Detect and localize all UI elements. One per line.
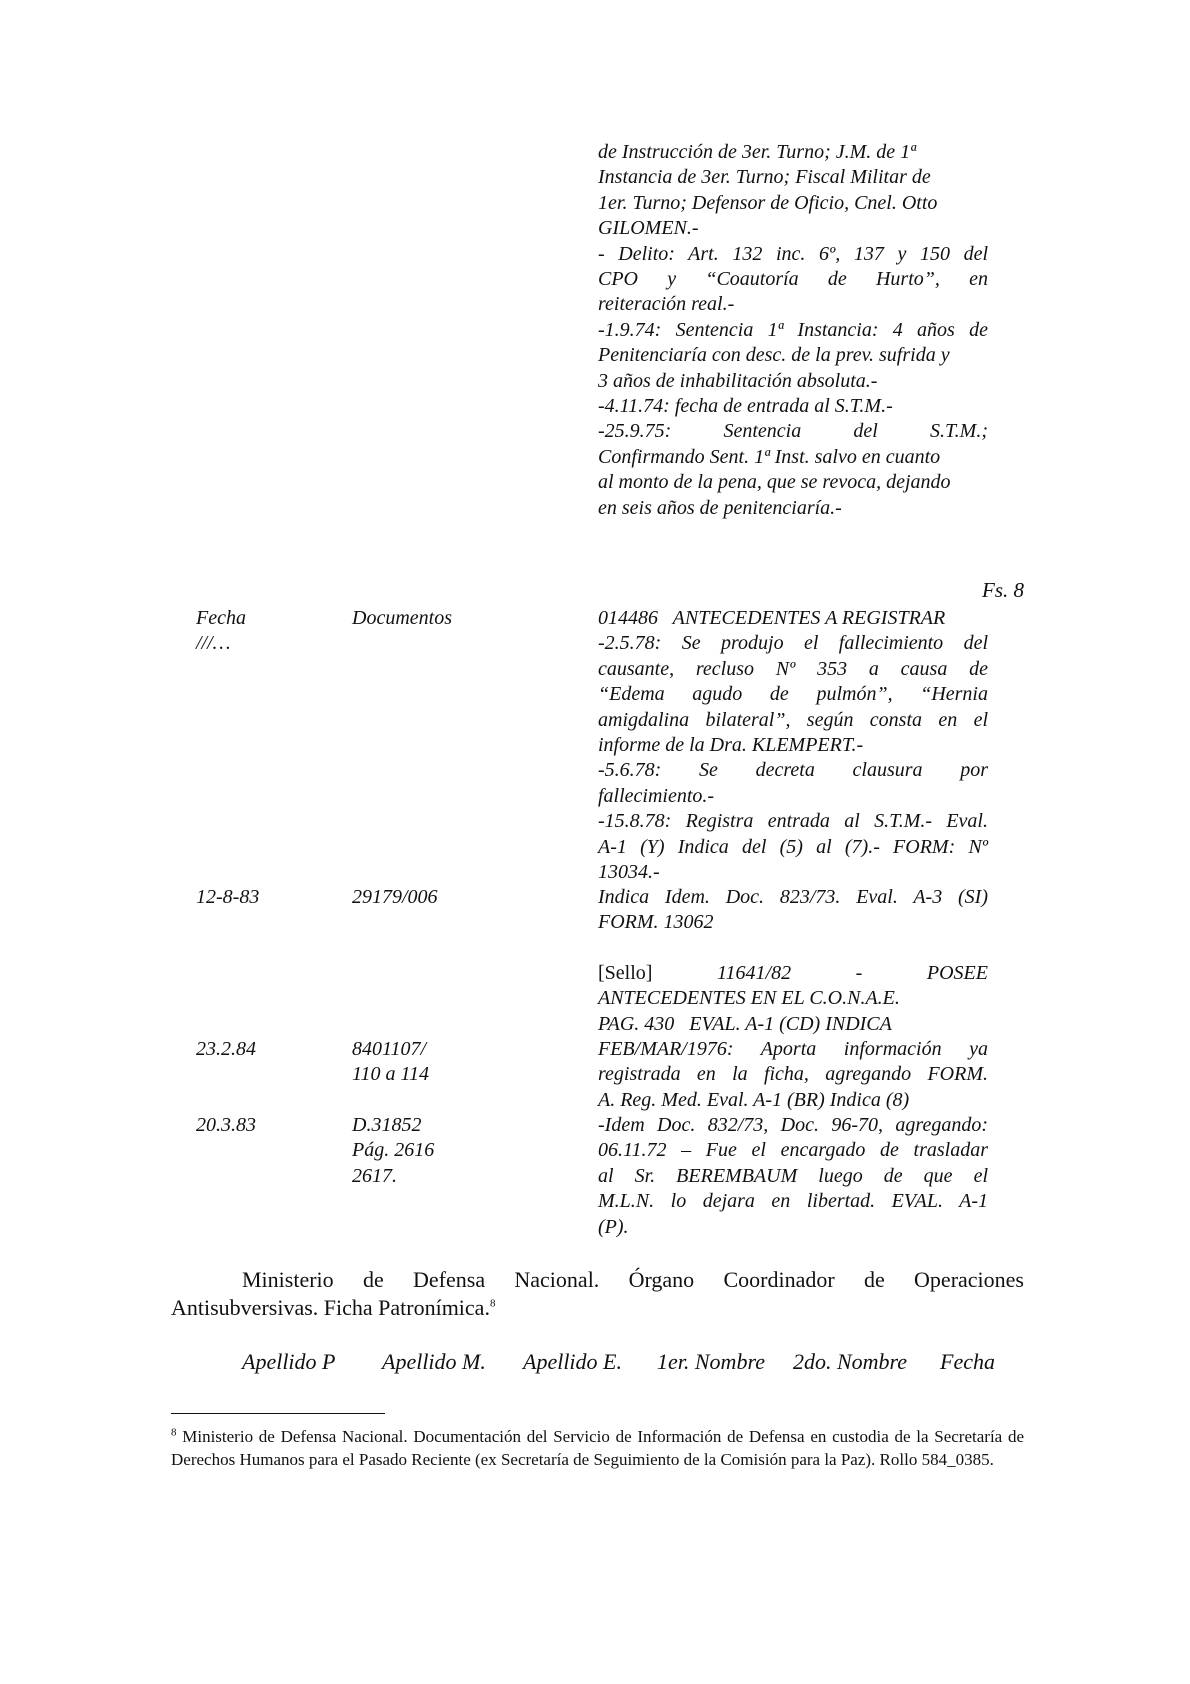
- entry-text: [598, 606, 988, 885]
- text-line: CPO y “Coautoría de Hurto”, en: [598, 268, 988, 291]
- ficha-headers: [242, 1349, 995, 1375]
- text-line: PAG. 430 EVAL. A-1 (CD) INDICA: [598, 1012, 892, 1035]
- header-apellido-e: Apellido E.: [523, 1349, 622, 1374]
- stamp-line: [598, 961, 988, 986]
- fecha-cell: [196, 606, 336, 657]
- stamp-entry: [598, 961, 988, 1037]
- text-line: (P).: [598, 1215, 629, 1238]
- paragraph-line: Ministerio de Defensa Nacional. Órgano Coordinador de Operaciones: [242, 1267, 1024, 1292]
- header-fecha: Fecha: [940, 1349, 995, 1374]
- fecha-cell: [196, 885, 336, 910]
- text-line: -25.9.75: Sentencia del S.T.M.;: [598, 420, 988, 443]
- body-paragraph: [171, 1266, 1024, 1322]
- text-line: A. Reg. Med. Eval. A-1 (BR) Indica (8): [598, 1088, 910, 1111]
- stamp-label: [Sello]: [598, 962, 653, 984]
- text-line: Penitenciaría con desc. de la prev. sufrida y: [598, 344, 950, 367]
- text-line: Confirmando Sent. 1ª Inst. salvo en cuanto: [598, 445, 941, 468]
- text-line: ANTECEDENTES EN EL C.O.N.A.E.: [598, 987, 900, 1010]
- text-line: Indica Idem. Doc. 823/73. Eval. A-3 (SI): [598, 886, 988, 908]
- documentos-cell: [352, 606, 582, 631]
- text-line: “Edema agudo de pulmón”, “Hernia: [598, 683, 988, 706]
- text-line: -1.9.74: Sentencia 1ª Instancia: 4 años de: [598, 318, 988, 341]
- text-line: 13034.-: [598, 861, 660, 884]
- text-line: Instancia de 3er. Turno; Fiscal Militar de: [598, 166, 931, 189]
- footnote: [171, 1425, 1024, 1471]
- stamp-dash: -: [855, 962, 863, 984]
- footnote-text: Ministerio de Defensa Nacional. Documentación del Servicio de Información de Defensa en custodia de la Secretaría de Derechos Humanos para el Pasado Reciente (ex Secretaría de Seguimiento de la Comisión para la Paz). Rollo 584_0385.: [171, 1427, 1024, 1469]
- header-1er-nombre: 1er. Nombre: [657, 1349, 765, 1374]
- text-line: informe de la Dra. KLEMPERT.-: [598, 734, 864, 757]
- footnote-number: 8: [171, 1426, 177, 1439]
- text-line: reiteración real.-: [598, 293, 735, 316]
- documento-value: Pág. 2616: [352, 1139, 435, 1162]
- text-line: al Sr. BEREMBAUM luego de que el: [598, 1164, 988, 1187]
- paragraph-line-2: [171, 1294, 1024, 1322]
- text-line: de Instrucción de 3er. Turno; J.M. de 1ª: [598, 141, 916, 163]
- fecha-value: 12-8-83: [196, 886, 260, 908]
- documento-value: D.31852: [352, 1114, 422, 1136]
- text-line: causante, recluso Nº 353 a causa de: [598, 657, 988, 680]
- documentos-cell: [352, 1113, 582, 1189]
- entry-text: [598, 885, 988, 936]
- text-line: en seis años de penitenciaría.-: [598, 496, 842, 519]
- text-line: FEB/MAR/1976: Aporta información ya: [598, 1038, 988, 1060]
- text-line: GILOMEN.-: [598, 217, 699, 240]
- fecha-continuation: ///…: [196, 632, 231, 655]
- documentos-cell: [352, 885, 582, 910]
- text-line: al monto de la pena, que se revoca, dejando: [598, 471, 951, 494]
- text-line: -15.8.78: Registra entrada al S.T.M.- Eval.: [598, 810, 988, 833]
- documentos-header: Documentos: [352, 607, 452, 629]
- continuation-block: [598, 140, 988, 521]
- fecha-value: 20.3.83: [196, 1114, 256, 1136]
- text-line: -2.5.78: Se produjo el fallecimiento del: [598, 632, 988, 655]
- header-apellido-m: Apellido M.: [382, 1349, 486, 1374]
- text-line: 014486 ANTECEDENTES A REGISTRAR: [598, 607, 946, 629]
- entry-text: [598, 1037, 988, 1113]
- text-line: -Idem Doc. 832/73, Doc. 96-70, agregando:: [598, 1114, 988, 1136]
- text-line: FORM. 13062: [598, 911, 714, 934]
- text-line: 3 años de inhabilitación absoluta.-: [598, 369, 878, 392]
- text-line: -4.11.74: fecha de entrada al S.T.M.-: [598, 395, 893, 418]
- documento-value: 110 a 114: [352, 1063, 430, 1086]
- text-line: 06.11.72 – Fue el encargado de trasladar: [598, 1139, 988, 1162]
- text-line: M.L.N. lo dejara en libertad. EVAL. A-1: [598, 1190, 988, 1213]
- documentos-cell: [352, 1037, 582, 1088]
- fecha-cell: [196, 1113, 336, 1138]
- text-line: A-1 (Y) Indica del (5) al (7).- FORM: Nº: [598, 835, 988, 858]
- text-line: registrada en la ficha, agregando FORM.: [598, 1063, 988, 1086]
- text-line: - Delito: Art. 132 inc. 6º, 137 y 150 del: [598, 242, 988, 265]
- stamp-tail: POSEE: [926, 962, 988, 984]
- header-apellido-p: Apellido P: [242, 1349, 336, 1374]
- documento-value: 8401107/: [352, 1038, 427, 1060]
- fecha-cell: [196, 1037, 336, 1062]
- text-line: fallecimiento.-: [598, 784, 715, 807]
- header-2do-nombre: 2do. Nombre: [793, 1349, 908, 1374]
- entry-text: [598, 1113, 988, 1240]
- folio-label: Fs. 8: [982, 578, 1024, 602]
- text-line: 1er. Turno; Defensor de Oficio, Cnel. Otto: [598, 191, 938, 214]
- text-line: -5.6.78: Se decreta clausura por: [598, 759, 988, 782]
- fecha-value: 23.2.84: [196, 1038, 256, 1060]
- documento-value: 29179/006: [352, 886, 438, 908]
- footnote-divider: [171, 1413, 385, 1414]
- fecha-header: Fecha: [196, 607, 246, 629]
- text-line: amigdalina bilateral”, según consta en el: [598, 708, 988, 731]
- paragraph-text: Antisubversivas. Ficha Patronímica.: [171, 1295, 490, 1320]
- stamp-number: 11641/82: [717, 962, 792, 984]
- footnote-ref: 8: [489, 1297, 496, 1310]
- documento-value: 2617.: [352, 1164, 397, 1187]
